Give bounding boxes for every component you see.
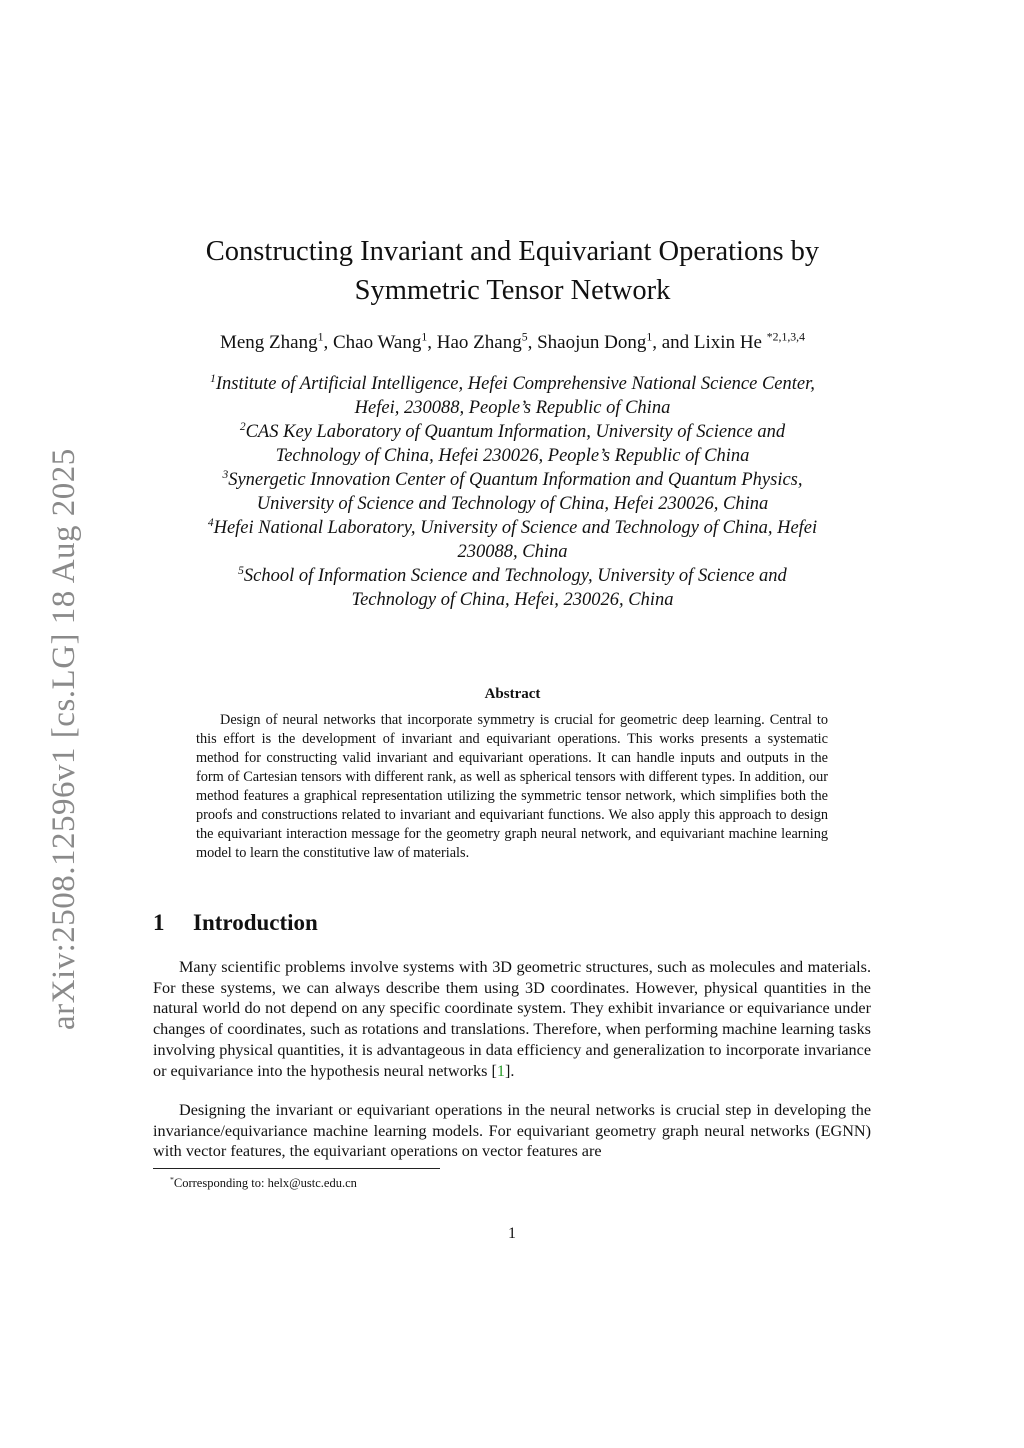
intro-paragraph-2: Designing the invariant or equivariant operations in the neural networks is crucial step in developing the invariance/equivariance machine learning models. For equivariant geometry graph neural networks (EGNN) with vector features, the equivariant operations on vector features are bbox=[153, 1101, 871, 1161]
citation-bracket: ]. bbox=[504, 1061, 515, 1080]
author-affiliation-mark: 5 bbox=[521, 330, 528, 344]
affiliation-3 bbox=[140, 468, 885, 516]
title-line-2: Symmetric Tensor Network bbox=[354, 275, 671, 306]
author-affiliation-mark: 1 bbox=[646, 330, 653, 344]
page-number: 1 bbox=[508, 1225, 516, 1242]
author-affiliation-mark: *2,1,3,4 bbox=[766, 330, 805, 344]
author-name: Meng Zhang bbox=[219, 332, 318, 353]
affiliation-mark: 4 bbox=[207, 516, 214, 529]
section-title: Introduction bbox=[193, 910, 318, 935]
author-affiliation-mark: 1 bbox=[317, 330, 324, 344]
author-separator: , bbox=[323, 332, 333, 353]
section-number: 1 bbox=[153, 910, 165, 935]
author-separator: , and bbox=[652, 332, 694, 353]
paper-title bbox=[150, 232, 875, 310]
affiliation-line: Technology of China, Hefei 230026, People’s Republic of China bbox=[275, 446, 750, 466]
author-name: Chao Wang bbox=[333, 332, 422, 353]
affiliation-line: CAS Key Laboratory of Quantum Information, University of Science and bbox=[245, 422, 786, 442]
author-name: Hao Zhang bbox=[436, 332, 522, 353]
footnote bbox=[170, 1175, 357, 1191]
affiliation-5 bbox=[140, 564, 885, 612]
footnote-text: Corresponding to: helx@ustc.edu.cn bbox=[173, 1176, 357, 1190]
arxiv-identifier-stamp: arXiv:2508.12596v1 [cs.LG] 18 Aug 2025 bbox=[46, 448, 82, 1030]
author-separator: , bbox=[527, 332, 538, 353]
footnote-mark: * bbox=[170, 1174, 174, 1184]
affiliation-line: School of Information Science and Technology, University of Science and bbox=[243, 566, 787, 586]
citation-link[interactable]: 1 bbox=[496, 1061, 505, 1080]
footnote-rule bbox=[153, 1168, 440, 1169]
affiliation-1 bbox=[140, 372, 885, 420]
affiliation-line: Hefei National Laboratory, University of Science and Technology of China, Hefei bbox=[213, 518, 818, 538]
section-heading bbox=[153, 910, 318, 936]
author-name: Lixin He bbox=[693, 332, 767, 353]
affiliation-line: Hefei, 230088, People’s Republic of China bbox=[354, 398, 671, 418]
author-affiliation-mark: 1 bbox=[421, 330, 428, 344]
abstract-heading: Abstract bbox=[484, 686, 541, 702]
affiliation-line: 230088, China bbox=[457, 542, 568, 562]
title-line-1: Constructing Invariant and Equivariant Operations by bbox=[205, 236, 820, 267]
affiliation-line: Institute of Artificial Intelligence, Hefei Comprehensive National Science Center, bbox=[215, 374, 815, 394]
affiliation-line: University of Science and Technology of China, Hefei 230026, China bbox=[256, 494, 769, 514]
affiliation-line: Technology of China, Hefei, 230026, China bbox=[351, 590, 674, 610]
affiliation-mark: 1 bbox=[210, 372, 216, 385]
intro-paragraph-1 bbox=[153, 957, 871, 1081]
author-separator: , bbox=[427, 332, 437, 353]
author-name: Shaojun Dong bbox=[537, 332, 647, 353]
affiliation-line: Synergetic Innovation Center of Quantum Information and Quantum Physics, bbox=[228, 470, 803, 490]
affiliation-mark: 2 bbox=[239, 420, 246, 433]
affiliation-list bbox=[140, 372, 885, 612]
affiliation-mark: 3 bbox=[222, 468, 229, 481]
affiliation-2 bbox=[140, 420, 885, 468]
paragraph-text: Many scientific problems involve systems with 3D geometric structures, such as molecules and materials. For these systems, we can always describe them using 3D coordinates. However, physical quantities in the natural world do not depend on any specific coordinate system. They exhibit invariance or equivariance under changes of coordinates, such as rotations and translations. Therefore, when performing machine learning tasks involving physical quantities, it is advantageous in data efficiency and generalization to incorporate invariance or equivariance into the hypothesis neural networks bbox=[153, 958, 871, 1080]
author-list bbox=[130, 330, 895, 356]
affiliation-mark: 5 bbox=[238, 564, 244, 577]
citation-bracket: [ bbox=[491, 1061, 497, 1080]
affiliation-4 bbox=[140, 516, 885, 564]
abstract-text: Design of neural networks that incorporate symmetry is crucial for geometric deep learning. Central to this effort is the development of invariant and equivariant operations. This works presents a systematic method for constructing valid invariant and equivariant operations. It can handle inputs and outputs in the form of Cartesian tensors with different rank, as well as spherical tensors with different types. In addition, our method features a graphical representation utilizing the symmetric tensor network, which simplifies both the proofs and constructions related to invariant and equivariant functions. We also apply this approach to design the equivariant interaction message for the geometry graph neural network, and equivariant machine learning model to learn the constitutive law of materials. bbox=[196, 712, 828, 861]
